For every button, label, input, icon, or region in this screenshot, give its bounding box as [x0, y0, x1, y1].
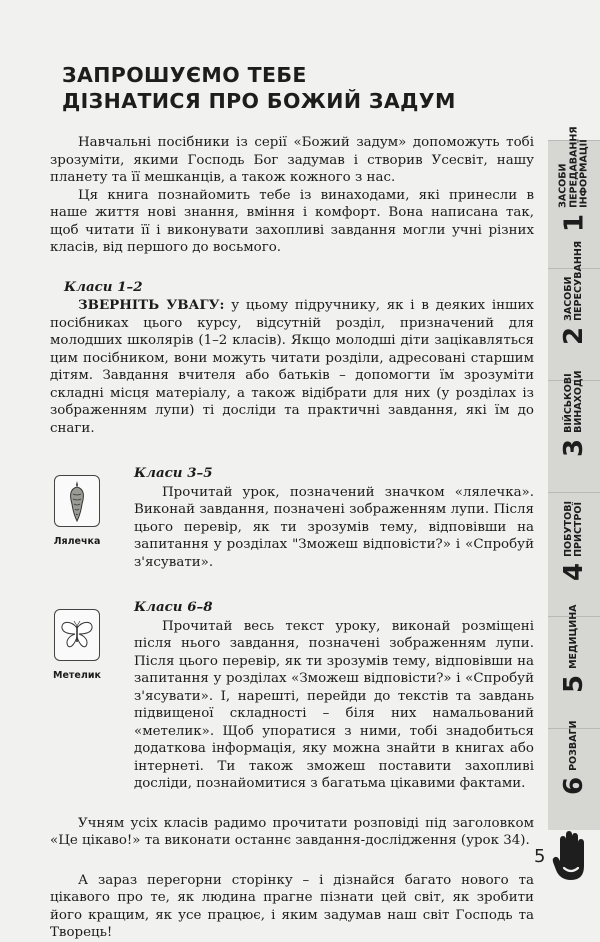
section-text-3-5: Прочитай урок, позначений значком «лялечка». Виконай завдання, позначені зображенням лупи. Після цього перевір, як ти зрозумів тему, відповівши на запитання у розділах "Зможеш відповісти?» і «Спробуй з'ясувати». [134, 484, 534, 570]
closing-paragraph-1: Учням усіх класів радимо прочитати розповіді під заголовком «Це цікаво!» та виконати останнє завдання-дослідження (урок 34). [50, 815, 534, 848]
chapter-label-4-line-2: ПРИСТРОЇ [573, 502, 584, 557]
butterfly-caption: Метелик [53, 670, 101, 681]
section-text-1-2 [50, 297, 534, 437]
section-heading-3-5: Класи 3–5 [134, 465, 213, 481]
chapter-label-6: РОЗВАГИ [567, 720, 579, 771]
chapter-tab-3[interactable] [548, 370, 600, 493]
section-heading-6-8: Класи 6–8 [134, 599, 213, 615]
butterfly-icon [59, 620, 95, 650]
attention-text: у цьому підручнику, як і в деяких інших посібниках цього курсу, відсутній розділ, призначений для молодших школярів (1–2 класів). Якщо молодші діти зацікавляться цим посібником, вони можуть читати розділи, адресовані старшим дітям. Завдання вчителя або батьків – допомогти їм зрозуміти складні місця матеріалу, а також відібрати для них (у розділах із зображенням лупи) ті досліди та практичні завдання, які їм до снаги. [50, 298, 534, 436]
chapter-number-1: 1 [559, 213, 589, 232]
chapter-label-4 [564, 501, 585, 557]
chapter-label-3 [564, 371, 585, 433]
section-body-6-8 [134, 599, 534, 793]
chapter-label-1-line-2: ПЕРЕДАВАННЯ [567, 125, 579, 208]
page-number: 5 [534, 846, 546, 867]
attention-label: ЗВЕРНІТЬ УВАГУ: [78, 297, 225, 313]
page-title [62, 62, 534, 114]
chapter-label-5: МЕДИЦИНА [567, 604, 579, 669]
title-line-2: ДІЗНАТИСЯ ПРО БОЖИЙ ЗАДУМ [62, 89, 456, 113]
section-heading-1-2: Класи 1–2 [64, 278, 143, 295]
chapter-label-3-line-1: ВІЙСЬКОВІ [562, 373, 574, 433]
chapter-label-3-line-2: ВИНАХОДИ [573, 370, 584, 433]
chrysalis-badge [50, 475, 104, 547]
chapter-label-2-line-1: ЗАСОБИ [562, 276, 574, 321]
chapter-label-2 [564, 241, 585, 321]
closing-paragraph-2: А зараз перегорни сторінку – і дізнайся багато нового та цікавого про те, як людина прагне пізнати цей світ, як зробити його кращим, як усе працює, і яким задумав наш світ Господь та Творець! [50, 872, 534, 940]
chrysalis-icon [66, 480, 88, 522]
chrysalis-caption: Лялечка [53, 536, 101, 547]
intro-paragraph-2: Ця книга познайомить тебе із винаходами, які принесли в наше життя нові знання, вміння і комфорт. Вона написана так, щоб читати її і виконувати захопливі завдання могли учні різних класів, від першого до восьмого. [50, 187, 534, 255]
chapter-number-2: 2 [559, 326, 589, 345]
hand-icon [552, 830, 590, 884]
section-text-6-8: Прочитай весь текст уроку, виконай розміщені після нього завдання, позначені зображенням лупи. Після цього перевір, як ти зрозумів тему, відповівши на запитання у розділах «Зможеш відповісти?» і «Спробуй з'ясувати». І, нарешті, перейди до текстів та завдань підвищеної складності – біля них намальований «метелик». Щоб упоратися з ними, тобі знадобиться додаткова інформація, яку можна знайти в книгах або інтернеті. Ти також зможеш поставити захопливі досліди, познайомитися з багатьма цікавими фактами. [134, 618, 534, 791]
chapter-tab-4[interactable] [548, 492, 600, 617]
chapter-number-5: 5 [559, 674, 589, 693]
chapter-number-4: 4 [559, 562, 589, 581]
chapter-label-1 [558, 126, 590, 208]
intro-paragraph-1: Навчальні посібники із серії «Божий задум» допоможуть тобі зрозуміти, якими Господь Бог задумав і створив Усесвіт, нашу планету та її мешканців, а також кожного з нас. [50, 135, 534, 185]
chrysalis-frame [54, 475, 100, 527]
section-grades-1-2 [50, 279, 534, 438]
chapter-number-3: 3 [559, 438, 589, 457]
chapter-tab-5[interactable] [548, 604, 600, 729]
chapter-label-1-line-1: ЗАСОБИ [557, 163, 569, 208]
chapter-tabs [548, 125, 600, 830]
main-content [50, 62, 534, 942]
section-grades-3-5 [50, 465, 534, 571]
chapter-number-6: 6 [559, 776, 589, 795]
section-grades-6-8 [50, 599, 534, 793]
chapter-tab-6[interactable] [548, 720, 600, 831]
chapter-label-1-line-3: ІНФОРМАЦІЇ [578, 138, 590, 208]
section-body-3-5 [134, 465, 534, 571]
chapter-label-4-line-1: ПОБУТОВІ [562, 500, 574, 557]
butterfly-badge [50, 609, 104, 681]
butterfly-frame [54, 609, 100, 661]
chapter-tab-2[interactable] [548, 240, 600, 381]
title-line-1: ЗАПРОШУЄМО ТЕБЕ [62, 63, 307, 87]
chapter-label-2-line-2: ПЕРЕСУВАННЯ [573, 240, 584, 321]
